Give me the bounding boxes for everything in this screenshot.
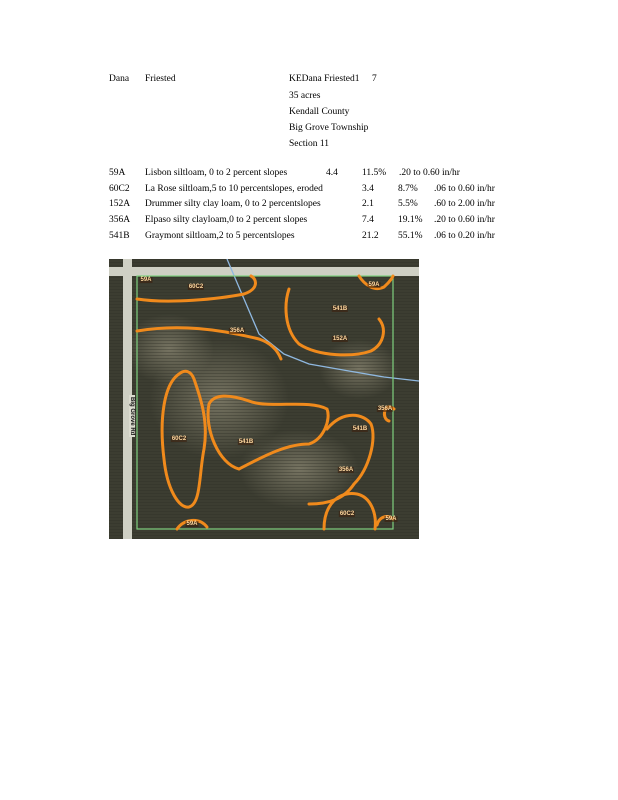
map-label: 60C2 [171,436,187,442]
map-label: 59A [140,277,152,283]
map-label: 356A [338,467,354,473]
page-number: 7 [372,74,377,84]
map-label: 541B [238,439,254,445]
county: Kendall County [289,107,350,117]
soil-code: 59A [109,168,126,178]
soil-code: 152A [109,199,131,209]
map-label: 152A [332,336,348,342]
farm-id: KEDana Friested1 [289,74,360,84]
table-row [109,184,529,196]
soil-description: La Rose siltloam,5 to 10 percentslopes, eroded [145,184,323,194]
soil-acres: 4.4 [326,168,338,178]
map-label: 541B [352,426,368,432]
soil-map-image [109,259,419,539]
owner-last-name: Friested [145,74,176,84]
soil-permeability: .20 to 0.60 in/hr [399,168,460,178]
table-row [109,215,529,227]
soil-percent: 8.7% [398,184,418,194]
soil-code: 541B [109,231,130,241]
soil-code: 356A [109,215,131,225]
table-row [109,168,529,180]
soil-acres: 3.4 [362,184,374,194]
soil-acres: 2.1 [362,199,374,209]
soil-acres: 7.4 [362,215,374,225]
map-label: 60C2 [188,284,204,290]
soil-map [109,259,419,539]
soil-permeability: .60 to 2.00 in/hr [434,199,495,209]
soil-description: Elpaso silty clayloam,0 to 2 percent slopes [145,215,308,225]
soil-description: Drummer silty clay loam, 0 to 2 percentslopes [145,199,321,209]
owner-first-name: Dana [109,74,130,84]
map-label: 59A [385,516,397,522]
soil-description: Lisbon siltloam, 0 to 2 percent slopes [145,168,288,178]
soil-permeability: .06 to 0.60 in/hr [434,184,495,194]
soil-permeability: .06 to 0.20 in/hr [434,231,495,241]
soil-percent: 55.1% [398,231,423,241]
soil-permeability: .20 to 0.60 in/hr [434,215,495,225]
acres-total: 35 acres [289,91,321,101]
soil-percent: 5.5% [398,199,418,209]
map-label: 59A [186,521,198,527]
soil-code: 60C2 [109,184,130,194]
road-label: Big Grove Rd [129,397,135,436]
section: Section 11 [289,139,330,149]
table-row [109,199,529,211]
table-row [109,231,529,243]
map-label: 59A [368,282,380,288]
soil-description: Graymont siltloam,2 to 5 percentslopes [145,231,295,241]
map-label: 356A [229,328,245,334]
soil-percent: 11.5% [362,168,387,178]
map-label: 356A [377,406,393,412]
road-north [109,267,419,276]
soil-acres: 21.2 [362,231,379,241]
soil-percent: 19.1% [398,215,423,225]
map-label: 60C2 [339,511,355,517]
map-label: 541B [332,306,348,312]
township: Big Grove Township [289,123,369,133]
